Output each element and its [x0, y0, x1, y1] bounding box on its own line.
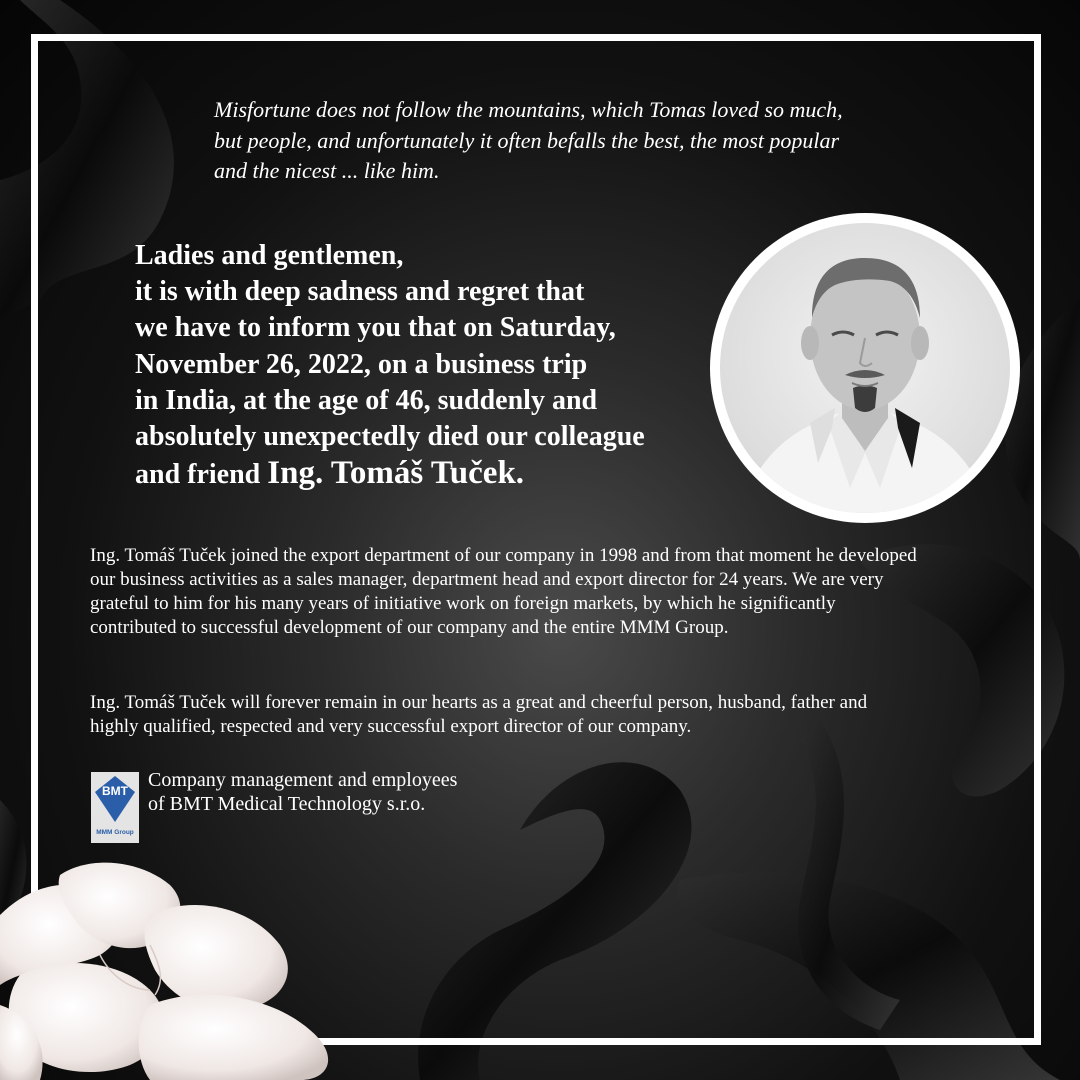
announcement-line: in India, at the age of 46, suddenly and	[135, 384, 598, 416]
portrait-illustration	[720, 223, 1010, 513]
announcement-line	[135, 455, 715, 493]
deceased-name: Ing. Tomáš Tuček.	[267, 455, 525, 492]
tribute-paragraph: Ing. Tomáš Tuček will forever remain in our hearts as a great and cheerful person, husband, father and highly qualified, respected and very successful export director of our company.	[90, 692, 868, 737]
quote-line: but people, and unfortunately it often befalls the best, the most popular	[214, 127, 840, 153]
announcement-line: absolutely unexpectedly died our colleague	[135, 421, 645, 453]
announcement-line: it is with deep sadness and regret that	[135, 276, 585, 308]
announcement-line: we have to inform you that on Saturday,	[135, 312, 616, 344]
logo-group-text: MMM Group	[96, 829, 134, 836]
logo-text: BMT	[102, 784, 128, 798]
white-flower-decoration	[0, 855, 380, 1080]
signature-line: Company management and employees	[148, 769, 458, 791]
announcement	[135, 238, 715, 493]
portrait-frame	[710, 213, 1020, 523]
quote-line: Misfortune does not follow the mountains, which Tomas loved so much,	[214, 97, 843, 122]
bmt-logo	[91, 772, 139, 843]
announcement-line: Ladies and gentlemen,	[135, 240, 404, 271]
opening-quote	[214, 95, 974, 187]
portrait-photo	[720, 223, 1010, 513]
quote-line: and the nicest ... like him.	[214, 158, 440, 183]
announcement-prefix: and friend	[135, 459, 268, 491]
signature	[148, 768, 548, 816]
announcement-line: November 26, 2022, on a business trip	[135, 348, 588, 380]
signature-line: of BMT Medical Technology s.r.o.	[148, 793, 426, 815]
biography-paragraph: Ing. Tomáš Tuček joined the export department of our company in 1998 and from that moment he developed our business activities as a sales manager, department head and export director for 24 years. We are very grateful to him for his many years of initiative work on foreign markets, by which he significantly contributed to successful development of our company and the entire MMM Group.	[90, 545, 917, 638]
